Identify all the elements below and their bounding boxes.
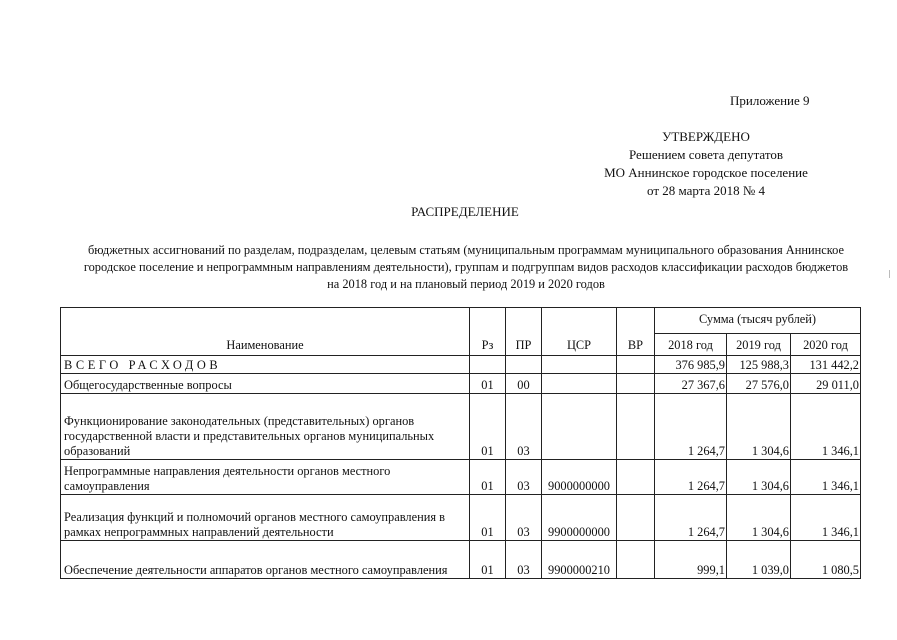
header-name: Наименование xyxy=(61,308,470,356)
row-2019: 27 576,0 xyxy=(727,374,791,394)
row-csr xyxy=(542,394,617,460)
approval-line: от 28 марта 2018 № 4 xyxy=(646,183,765,198)
document-title: РАСПРЕДЕЛЕНИЕ xyxy=(411,204,519,219)
approval-line: УТВЕРЖДЕНО xyxy=(662,129,750,144)
row-2019: 1 304,6 xyxy=(727,460,791,495)
header-csr: ЦСР xyxy=(542,308,617,356)
row-name: Обеспечение деятельности аппаратов органов местного самоуправления xyxy=(61,541,470,579)
appendix-label: Приложение 9 xyxy=(730,93,810,108)
header-vr: ВР xyxy=(617,308,655,356)
row-2020: 1 080,5 xyxy=(791,541,861,579)
row-name xyxy=(61,495,470,541)
row-csr xyxy=(542,356,617,374)
row-2020: 131 442,2 xyxy=(791,356,861,374)
approval-line: МО Аннинское городское поселение xyxy=(604,165,808,180)
row-rz: 01 xyxy=(470,541,506,579)
row-2020: 1 346,1 xyxy=(791,460,861,495)
table-row xyxy=(61,460,861,495)
budget-table xyxy=(60,307,861,579)
table-row xyxy=(61,495,861,541)
table-row xyxy=(61,541,861,579)
row-vr xyxy=(617,460,655,495)
header-2018: 2018 год xyxy=(655,334,727,356)
subtitle-line: городское поселение и непрограммным направлениям деятельности), группам и подгруппам видов расходов классификации расходов бюджетов xyxy=(83,260,849,274)
row-vr xyxy=(617,374,655,394)
row-2020: 1 346,1 xyxy=(791,394,861,460)
row-rz: 01 xyxy=(470,374,506,394)
row-csr: 9900000210 xyxy=(542,541,617,579)
approval-stamp-block xyxy=(590,128,822,200)
header-2019: 2019 год xyxy=(727,334,791,356)
header-2020: 2020 год xyxy=(791,334,861,356)
row-2019: 1 304,6 xyxy=(727,495,791,541)
row-pr: 03 xyxy=(506,394,542,460)
row-2019: 125 988,3 xyxy=(727,356,791,374)
row-name: Общегосударственные вопросы xyxy=(61,374,470,394)
row-2018: 999,1 xyxy=(655,541,727,579)
row-vr xyxy=(617,394,655,460)
table-row xyxy=(61,394,861,460)
document-subtitle xyxy=(60,242,872,293)
row-2018: 376 985,9 xyxy=(655,356,727,374)
row-vr xyxy=(617,541,655,579)
row-2019: 1 039,0 xyxy=(727,541,791,579)
table-row xyxy=(61,356,861,374)
row-rz: 01 xyxy=(470,495,506,541)
row-name xyxy=(61,460,470,495)
row-csr: 9900000000 xyxy=(542,495,617,541)
row-name-line: Функционирование законодательных (представительных) органов xyxy=(64,414,415,428)
row-2018: 1 264,7 xyxy=(655,460,727,495)
subtitle-line: бюджетных ассигнований по разделам, подразделам, целевым статьям (муниципальным программам муниципального образования Аннинское xyxy=(87,243,845,257)
row-2018: 1 264,7 xyxy=(655,394,727,460)
row-rz: 01 xyxy=(470,394,506,460)
scan-edge-mark xyxy=(889,270,890,278)
row-2020: 29 011,0 xyxy=(791,374,861,394)
row-rz xyxy=(470,356,506,374)
row-2018: 27 367,6 xyxy=(655,374,727,394)
row-name-line: Реализация функций и полномочий органов местного самоуправления в xyxy=(64,510,445,524)
row-pr: 00 xyxy=(506,374,542,394)
approval-line: Решением совета депутатов xyxy=(629,147,783,162)
header-rz: Рз xyxy=(470,308,506,356)
row-pr: 03 xyxy=(506,460,542,495)
row-2020: 1 346,1 xyxy=(791,495,861,541)
row-rz: 01 xyxy=(470,460,506,495)
row-csr xyxy=(542,374,617,394)
row-pr xyxy=(506,356,542,374)
row-name-line: рамках непрограммных направлений деятельности xyxy=(64,525,334,539)
subtitle-line: на 2018 год и на плановый период 2019 и 2020 годов xyxy=(327,277,605,291)
row-pr: 03 xyxy=(506,495,542,541)
row-csr: 9000000000 xyxy=(542,460,617,495)
row-name: ВСЕГО РАСХОДОВ xyxy=(61,356,470,374)
header-pr: ПР xyxy=(506,308,542,356)
row-pr: 03 xyxy=(506,541,542,579)
row-2019: 1 304,6 xyxy=(727,394,791,460)
row-vr xyxy=(617,495,655,541)
row-name-line: самоуправления xyxy=(64,479,150,493)
row-vr xyxy=(617,356,655,374)
header-sum-group: Сумма (тысяч рублей) xyxy=(655,308,861,334)
row-name-line: Непрограммные направления деятельности органов местного xyxy=(64,464,391,478)
row-name-line: образований xyxy=(64,444,131,458)
row-name xyxy=(61,394,470,460)
row-name-line: государственной власти и представительных органов муниципальных xyxy=(64,429,435,443)
table-row xyxy=(61,374,861,394)
row-2018: 1 264,7 xyxy=(655,495,727,541)
